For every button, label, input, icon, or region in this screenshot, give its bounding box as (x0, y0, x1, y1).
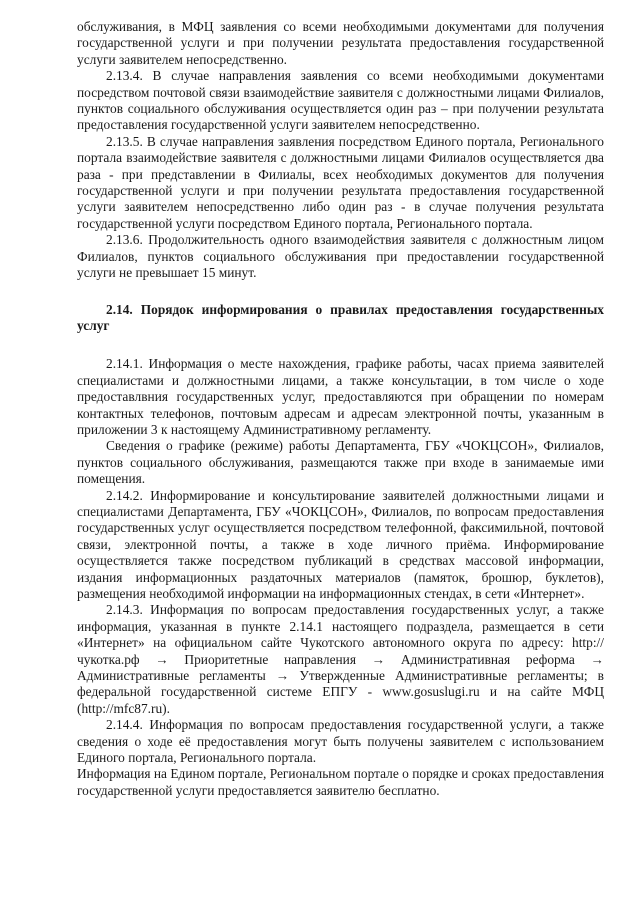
paragraph-schedule: Сведения о графике (режиме) работы Департамента, ГБУ «ЧОКЦСОН», Филиалов, пунктов социального обслуживания, размещаются также при входе в занимаемые ими помещения. (77, 438, 604, 487)
document-body (77, 19, 604, 799)
paragraph-2-14-1: 2.14.1. Информация о месте нахождения, графике работы, часах приема заявителей специалистами и должностными лицами, а также консультации, в том числе о ходе предоставлвния государственных услуг, предоставляются при обращении по номерам контактных телефонов, почтовым адресам и адресам электронной почты, указанным в приложении 3 к настоящему Административному регламенту. (77, 356, 604, 437)
paragraph-2-14-4: 2.14.4. Информация по вопросам предоставления государственной услуги, а также сведения о ходе её предоставления могут быть получены заявителем с использованием Единого портала, Регионального портала. (77, 717, 604, 766)
paragraph-intro: обслуживания, в МФЦ заявления со всеми необходимыми документами для получения государственной услуги и при получении результата предоставления государственной услуги заявителем непосредственно. (77, 19, 604, 67)
paragraph-2-13-6: 2.13.6. Продолжительность одного взаимодействия заявителя с должностным лицом Филиалов, пунктов социального обслуживания при предоставлении государственной услуги не превышает 15 минут. (77, 232, 604, 281)
paragraph-2-14-2: 2.14.2. Информирование и консультирование заявителей должностными лицами и специалистами Департамента, ГБУ «ЧОКЦСОН», Филиалов, по вопросам предоставления государственных услуг осуществляется посредством телефонной, факсимильной, почтовой связи, электронной почты, а также в ходе личного приёма. Информирование осуществляется также посредством публикаций в средствах массовой информации, издания информационных раздаточных материалов (памяток, брошюр, буклетов), размещения необходимой информации на информационных стендах, в сети «Интернет». (77, 487, 604, 601)
paragraph-2-13-5: 2.13.5. В случае направления заявления посредством Единого портала, Регионального портала взаимодействие заявителя с должностными лицами Филиалов осуществляется два раза - при представлении в Филиалы, всех необходимых документов для получения государственной услуги и при получении результата предоставления государственной услуги заявителем непосредственно либо один раз - в случае получения результата государственной услуги посредством Единого портала, Регионального портала. (77, 133, 604, 231)
paragraph-final: Информация на Едином портале, Региональном портале о порядке и сроках предоставления государственной услуги предоставляется заявителю бесплатно. (77, 766, 604, 798)
paragraph-2-14-3: 2.14.3. Информация по вопросам предоставления государственных услуг, а также информация, указанная в пункте 2.14.1 настоящего подраздела, размещается в сети «Интернет» на официальном сайте Чукотского автономного округа по адресу: http://чукотка.рф → Приоритетные направления → Административная реформа → Административные регламенты → Утвержденные Административные регламенты; в федеральной государственной системе ЕПГУ - www.gosuslugi.ru и на сайте МФЦ (http://mfc87.ru). (77, 602, 604, 716)
paragraph-2-13-4: 2.13.4. В случае направления заявления со всеми необходимыми документами посредством почтовой связи взаимодействие заявителя с должностными лицами Филиалов, пунктов социального обслуживания осуществляется один раз – при получении результата предоставления государственной услуги заявителем непосредственно. (77, 68, 604, 133)
section-heading-2-14: 2.14. Порядок информирования о правилах предоставления государственных услуг (77, 301, 604, 333)
